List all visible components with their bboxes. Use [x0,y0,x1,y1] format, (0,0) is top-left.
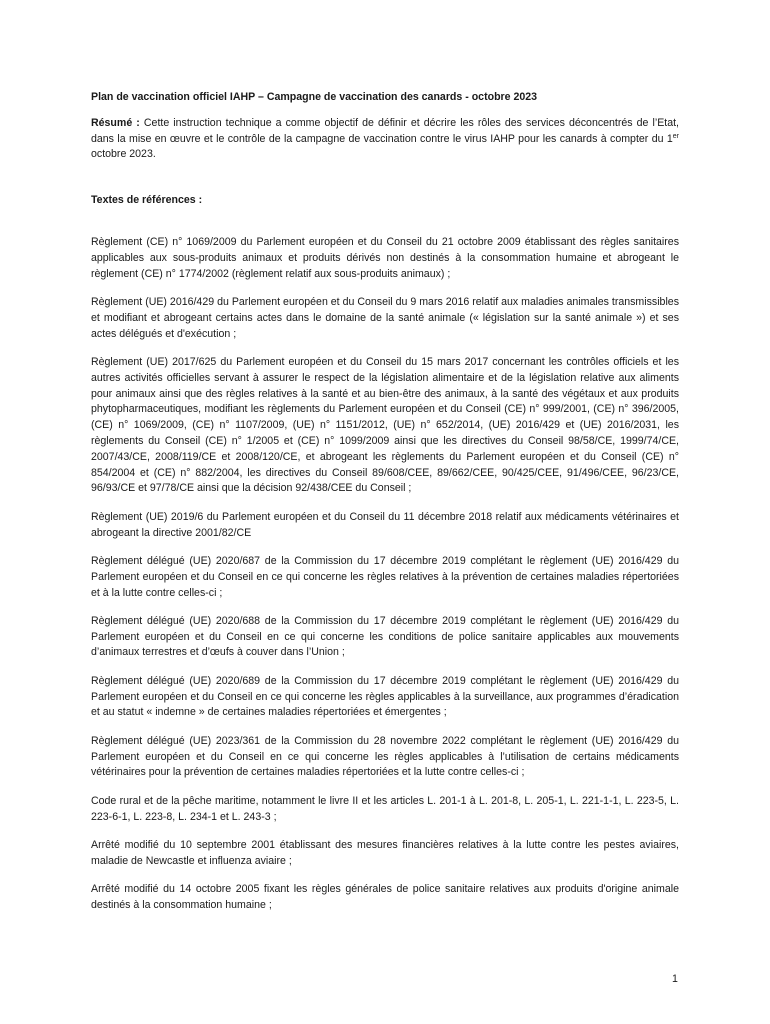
reference-item: Règlement délégué (UE) 2020/689 de la Commission du 17 décembre 2019 complétant le règlement (UE) 2016/429 du Parlement européen et du Conseil en ce qui concerne les règles applicables à la surveillance, aux programmes d’éradication et au statut « indemne » de certaines maladies répertoriées et émergentes ; [91,674,679,719]
references-list [91,235,679,914]
summary-label: Résumé : [91,116,140,129]
document-body [91,90,679,926]
reference-item: Règlement (UE) 2016/429 du Parlement européen et du Conseil du 9 mars 2016 relatif aux maladies animales transmissibles et modifiant et abrogeant certains actes dans le domaine de la santé animale (« législation sur la santé animale ») et ses actes délégués et d'exécution ; [91,295,679,340]
reference-item: Code rural et de la pêche maritime, notamment le livre II et les articles L. 201-1 à L. 201-8, L. 205-1, L. 221-1-1, L. 223-5, L. 223-6-1, L. 223-8, L. 234-1 et L. 243-3 ; [91,794,679,823]
summary-text: Cette instruction technique a comme objectif de définir et décrire les rôles des services déconcentrés de l’Etat, dans la mise en œuvre et le contrôle de la campagne de vaccination contre le virus IAHP pour les canards à compter du 1 [91,116,679,145]
reference-item: Arrêté modifié du 10 septembre 2001 établissant des mesures financières relatives à la lutte contre les pestes aviaires, maladie de Newcastle et influenza aviaire ; [91,839,679,867]
summary-paragraph [91,116,679,163]
reference-item: Règlement délégué (UE) 2023/361 de la Commission du 28 novembre 2022 complétant le règlement (UE) 2016/429 du Parlement européen et du Conseil en ce qui concerne les règles applicables à l’utilisation de certains médicaments vétérinaires pour la prévention de certaines maladies répertoriées et la lutte contre celles-ci ; [91,734,679,779]
summary-text-end: octobre 2023. [91,148,156,161]
reference-item: Règlement (UE) 2019/6 du Parlement européen et du Conseil du 11 décembre 2018 relatif aux médicaments vétérinaires et abrogeant la directive 2001/82/CE [91,510,679,539]
summary-superscript: er [672,132,679,140]
reference-item: Règlement délégué (UE) 2020/687 de la Commission du 17 décembre 2019 complétant le règlement (UE) 2016/429 du Parlement européen et du Conseil en ce qui concerne les règles relatives à la prévention de certaines maladies répertoriées et à la lutte contre celles-ci ; [91,554,679,599]
document-title: Plan de vaccination officiel IAHP – Campagne de vaccination des canards - octobre 2023 [91,91,538,103]
reference-item: Règlement délégué (UE) 2020/688 de la Commission du 17 décembre 2019 complétant le règlement (UE) 2016/429 du Parlement européen et du Conseil en ce qui concerne les conditions de police sanitaire applicables aux mouvements d’animaux terrestres et d’œufs à couver dans l’Union ; [91,614,679,659]
references-heading: Textes de références : [91,194,203,207]
reference-item: Règlement (UE) 2017/625 du Parlement européen et du Conseil du 15 mars 2017 concernant les contrôles officiels et les autres activités officielles servant à assurer le respect de la législation alimentaire et de la législation relative aux aliments pour animaux ainsi que des règles relatives à la santé et au bien-être des animaux, à la santé des végétaux et aux produits phytopharmaceutiques, modifiant les règlements du Parlement européen et du Conseil (CE) n° 999/2001, (CE) n° 396/2005, (CE) n° 1069/2009, (CE) n° 1107/2009, (UE) n° 1151/2012, (UE) n° 652/2014, (UE) 2016/429 et (UE) 2016/2031, les règlements du Conseil (CE) n° 1/2005 et (CE) n° 1099/2009 ainsi que les directives du Conseil 98/58/CE, 1999/74/CE, 2007/43/CE, 2008/119/CE et 2008/120/CE, et abrogeant les règlements du Parlement européen et du Conseil (CE) n° 854/2004 et (CE) n° 882/2004, les directives du Conseil 89/608/CEE, 89/662/CEE, 90/425/CEE, 91/496/CEE, 96/23/CE, 96/93/CE et 97/78/CE ainsi que la décision 92/438/CEE du Conseil ; [91,355,679,495]
reference-item: Règlement (CE) n° 1069/2009 du Parlement européen et du Conseil du 21 octobre 2009 établissant des règles sanitaires applicables aux sous-produits animaux et produits dérivés non destinés à la consommation humaine et abrogeant le règlement (CE) n° 1774/2002 (règlement relatif aux sous-produits animaux) ; [91,235,679,280]
reference-item: Arrêté modifié du 14 octobre 2005 fixant les règles générales de police sanitaire relatives aux produits d'origine animale destinés à la consommation humaine ; [91,883,679,912]
page-number: 1 [672,973,678,985]
